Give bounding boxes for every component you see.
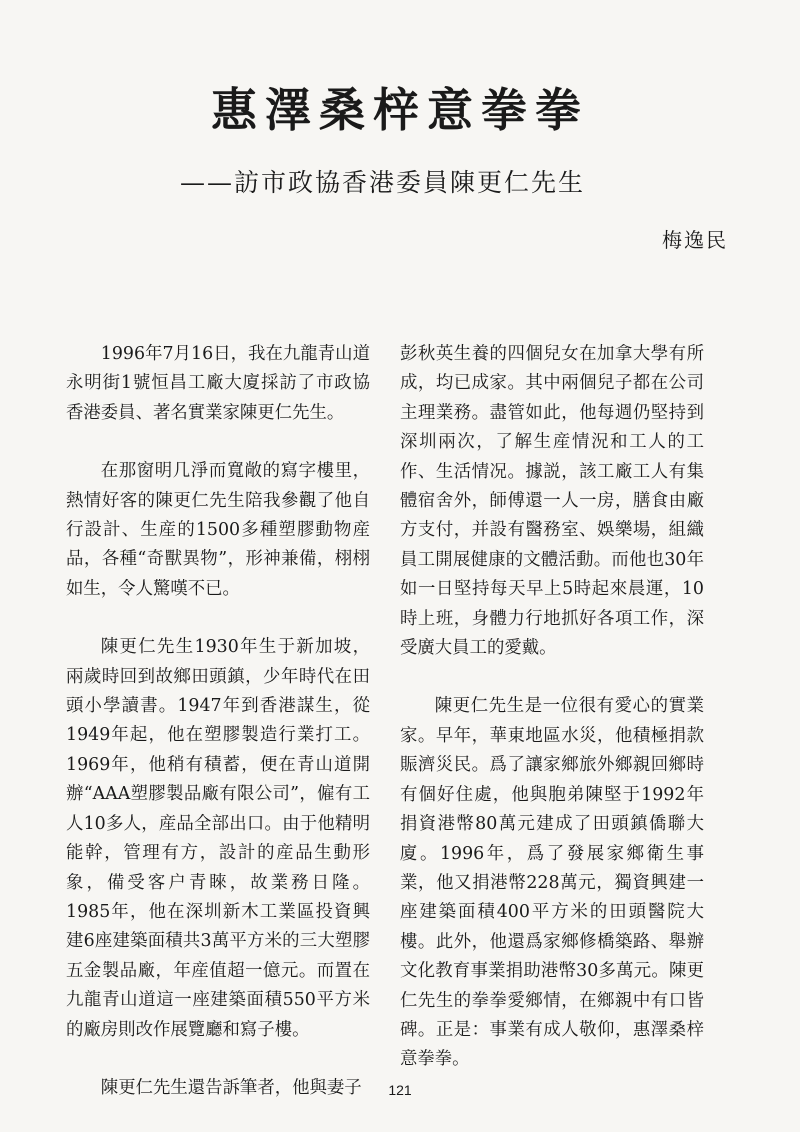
paragraph: 陳更仁先生是一位很有愛心的實業家。早年，華東地區水災，他積極捐款賑濟災民。爲了讓家鄉旅外鄉親回鄉時有個好住處，他與胞弟陳堅于1992年捐資港幣80萬元建成了田頭鎮僑聯大廈。1996年，爲了發展家鄉衛生事業，他又捐港幣228萬元，獨資興建一座建築面積400平方米的田頭醫院大樓。此外，他還爲家鄉修橋築路、舉辦文化教育事業捐助港幣30多萬元。陳更仁先生的拳拳愛鄉情，在鄉親中有口皆碑。正是：事業有成人敬仰，惠澤桑梓意拳拳。: [400, 696, 704, 1070]
page-number: 121: [388, 1082, 412, 1098]
right-column: [400, 340, 704, 1104]
left-column: [66, 340, 370, 1132]
author-name: 梅逸民: [662, 228, 728, 252]
article-subtitle: ——訪市政協香港委員陳更仁先生: [180, 168, 586, 197]
paragraph: 彭秋英生養的四個兒女在加拿大學有所成，均已成家。其中兩個兒子都在公司主理業務。盡管如此，他每週仍堅持到深圳兩次，了解生産情況和工人的工作、生活情况。據説，該工廠工人有集體宿舍外，師傅還一人一房，膳食由廠方支付，并設有醫務室、娛樂場，組織員工開展健康的文體活動。而他也30年如一日堅持每天早上5時起來晨運，10時上班，身體力行地抓好各項工作，深受廣大員工的愛戴。: [400, 344, 704, 659]
article-title: 惠澤桑梓意拳拳: [211, 83, 589, 137]
paragraph: 在那窗明几淨而寬敞的寫字樓里，熱情好客的陳更仁先生陪我參觀了他自行設計、生産的1500多種塑膠動物産品，各種“奇獸異物”，形神兼備，栩栩如生，令人驚嘆不已。: [66, 461, 370, 599]
paragraph: 1996年7月16日，我在九龍青山道永明街1號恒昌工廠大廈採訪了市政協香港委員、著名實業家陳更仁先生。: [66, 344, 370, 423]
paragraph: 陳更仁先生還告訴筆者，他與妻子: [100, 1077, 362, 1098]
paragraph: 陳更仁先生1930年生于新加坡，兩歲時回到故鄉田頭鎮，少年時代在田頭小學讀書。1947年到香港謀生，從1949年起，他在塑膠製造行業打工。1969年，他稍有積蓄，便在青山道開辦“AAA塑膠製品廠有限公司”，僱有工人10多人，産品全部出口。由于他精明能幹，管理有方，設計的産品生動形象，備受客户青睞，故業務日隆。1985年，他在深圳新木工業區投資興建6座建築面積共3萬平方米的三大塑膠五金製品廠，年産值超一億元。而置在九龍青山道這一座建築面積550平方米的廠房則改作展覽廳和寫子樓。: [66, 637, 370, 1040]
